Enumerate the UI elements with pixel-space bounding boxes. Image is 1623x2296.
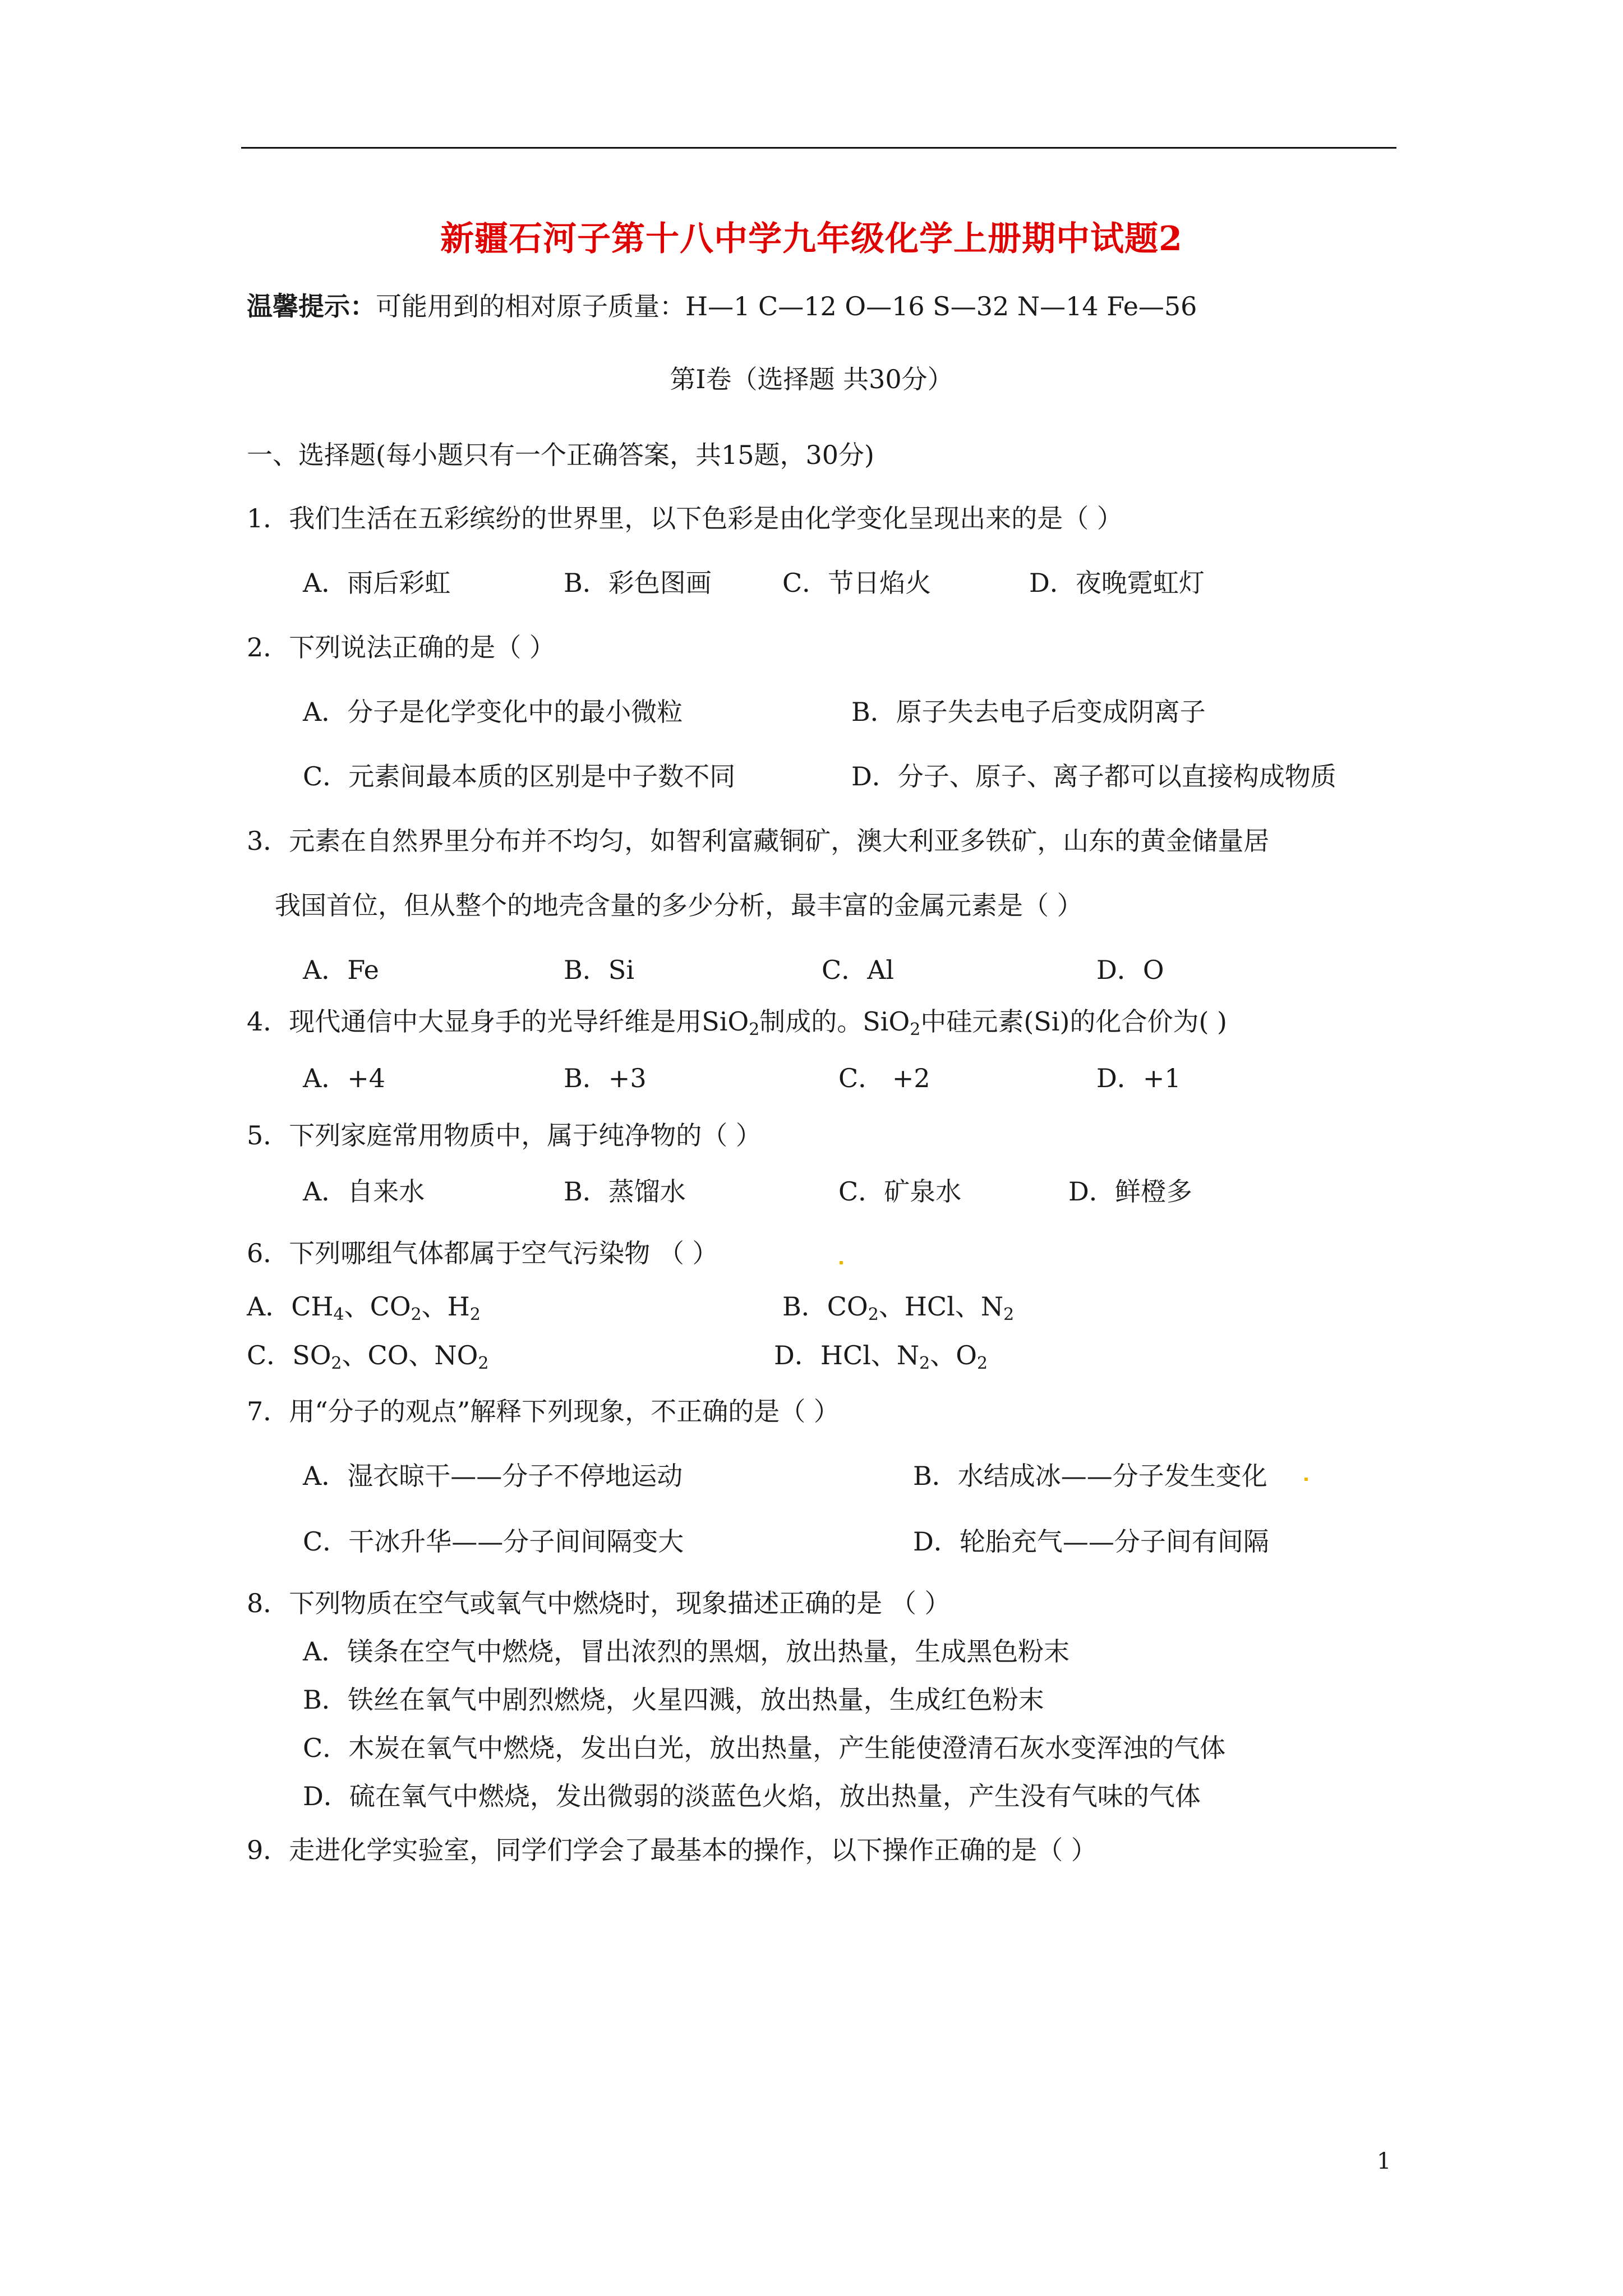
question-6-option-b: B．$CO_2$、HCl、$N_2$: [782, 1291, 1015, 1324]
question-4-option-b: B．+3: [564, 1063, 647, 1093]
question-8-option-b: B．铁丝在氧气中剧烈燃烧，火星四溅，放出热量，生成红色粉末: [303, 1685, 1044, 1715]
question-2-option-c: C．元素间最本质的区别是中子数不同: [303, 761, 736, 792]
question-5-option-d: D．鲜橙多: [1068, 1176, 1192, 1207]
question-6-option-d: D．HCl、$N_2$、$O_2$: [774, 1340, 988, 1373]
question-5-option-c: C．矿泉水: [838, 1176, 962, 1207]
question-8-stem: 8．下列物质在空气或氧气中燃烧时，现象描述正确的是 （ ）: [247, 1588, 951, 1618]
question-9-stem: 9．走进化学实验室，同学们学会了最基本的操作，以下操作正确的是（ ）: [247, 1835, 1097, 1865]
question-4-option-c: C． +2: [838, 1063, 930, 1093]
document-title: 新疆石河子第十八中学九年级化学上册期中试题2: [440, 219, 1183, 259]
question-7-option-d: D．轮胎充气——分子间有间隔: [913, 1526, 1269, 1557]
question-1-option-a: A．雨后彩虹: [303, 568, 451, 598]
question-5-stem: 5．下列家庭常用物质中，属于纯净物的（ ）: [247, 1120, 762, 1151]
question-3-stem-line-2: 我国首位，但从整个的地壳含量的多少分析，最丰富的金属元素是（ ）: [275, 890, 1083, 921]
question-3-option-c: C．Al: [822, 955, 895, 985]
question-4-stem: 4．现代通信中大显身手的光导纤维是用SiO$_2$制成的。SiO$_2$中硅元素(Si)的化合价为( ): [247, 1006, 1227, 1039]
question-7-stem: 7．用“分子的观点”解释下列现象，不正确的是（ ）: [247, 1396, 840, 1427]
question-6-stem: 6．下列哪组气体都属于空气污染物 （ ）: [247, 1238, 718, 1268]
question-8-option-a: A．镁条在空气中燃烧，冒出浓烈的黑烟，放出热量，生成黑色粉末: [303, 1636, 1070, 1667]
question-4-option-d: D．+1: [1096, 1063, 1181, 1093]
question-7-option-c: C．干冰升华——分子间间隔变大: [303, 1526, 684, 1557]
yellow-dot-mark: [1304, 1478, 1308, 1481]
question-4-option-a: A．+4: [303, 1063, 386, 1093]
hint-text: 可能用到的相对原子质量：H—1 C—12 O—16 S—32 N—14 Fe—56: [376, 291, 1197, 321]
question-6-option-c: C．$SO_2$、CO、$NO_2$: [247, 1340, 489, 1373]
question-1-option-d: D．夜晚霓虹灯: [1029, 568, 1205, 598]
question-2-option-b: B．原子失去电子后变成阴离子: [851, 697, 1206, 727]
page-number: 1: [1377, 2148, 1391, 2174]
question-3-option-d: D．O: [1096, 955, 1164, 985]
header-rule: [241, 147, 1396, 149]
question-8-option-c: C．木炭在氧气中燃烧，发出白光，放出热量，产生能使澄清石灰水变浑浊的气体: [303, 1733, 1226, 1763]
hint-line: [247, 286, 1197, 323]
question-3-option-a: A．Fe: [303, 955, 379, 985]
question-8-option-d: D．硫在氧气中燃烧，发出微弱的淡蓝色火焰，放出热量，产生没有气味的气体: [303, 1781, 1201, 1811]
hint-label: 温馨提示：: [247, 291, 376, 321]
question-3-option-b: B．Si: [564, 955, 635, 985]
question-5-option-a: A．自来水: [303, 1176, 425, 1207]
question-7-option-a: A．湿衣晾干——分子不停地运动: [303, 1461, 683, 1491]
question-5-option-b: B．蒸馏水: [564, 1176, 686, 1207]
part-heading: 一、选择题(每小题只有一个正确答案，共15题，30分): [247, 440, 874, 470]
question-2-option-a: A．分子是化学变化中的最小微粒: [303, 697, 683, 727]
question-1-stem: 1．我们生活在五彩缤纷的世界里，以下色彩是由化学变化呈现出来的是（ ）: [247, 503, 1123, 533]
question-2-stem: 2．下列说法正确的是（ ）: [247, 632, 555, 662]
question-7-option-b: B．水结成冰——分子发生变化: [913, 1461, 1267, 1491]
yellow-dot-mark: [840, 1261, 843, 1264]
question-3-stem-line-1: 3．元素在自然界里分布并不均匀，如智利富藏铜矿，澳大利亚多铁矿，山东的黄金储量居: [247, 826, 1270, 856]
question-2-option-d: D．分子、原子、离子都可以直接构成物质: [851, 761, 1336, 792]
section-title: 第Ⅰ卷（选择题 共30分）: [670, 364, 953, 394]
question-1-option-b: B．彩色图画: [564, 568, 712, 598]
question-6-option-a: A．$CH_4$、$CO_2$、$H_2$: [247, 1291, 481, 1324]
question-1-option-c: C．节日焰火: [782, 568, 932, 598]
